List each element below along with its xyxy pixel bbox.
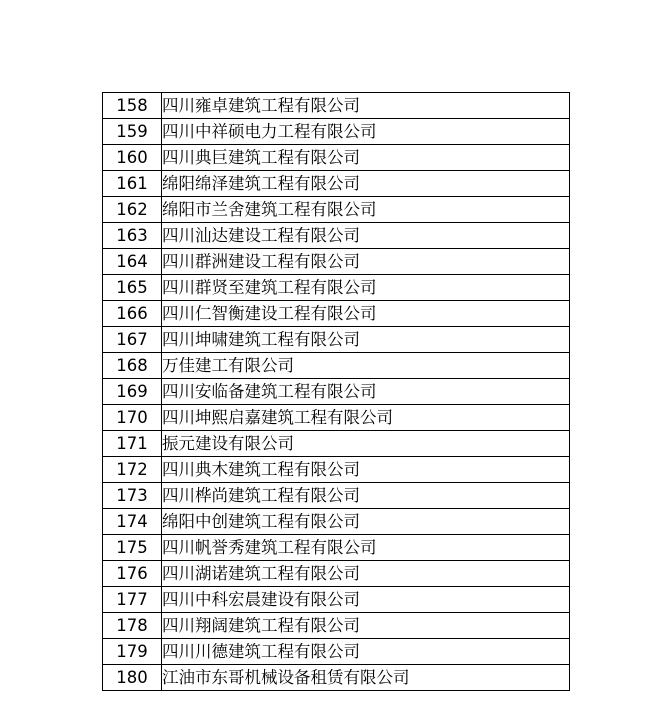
table-row	[103, 535, 570, 561]
company-name-cell: 四川湖诺建筑工程有限公司	[162, 561, 570, 587]
row-number-cell: 172	[103, 457, 162, 483]
table-row	[103, 639, 570, 665]
company-name-cell: 振元建设有限公司	[162, 431, 570, 457]
row-number-cell: 165	[103, 275, 162, 301]
table-row	[103, 587, 570, 613]
company-name-cell: 四川中祥硕电力工程有限公司	[162, 119, 570, 145]
company-name-cell: 四川坤啸建筑工程有限公司	[162, 327, 570, 353]
company-name-cell: 绵阳中创建筑工程有限公司	[162, 509, 570, 535]
row-number-cell: 175	[103, 535, 162, 561]
company-name-cell: 万佳建工有限公司	[162, 353, 570, 379]
company-name-cell: 四川川德建筑工程有限公司	[162, 639, 570, 665]
company-name-cell: 四川中科宏晨建设有限公司	[162, 587, 570, 613]
table-row	[103, 119, 570, 145]
company-name-cell: 四川典木建筑工程有限公司	[162, 457, 570, 483]
company-name-cell: 四川群贤至建筑工程有限公司	[162, 275, 570, 301]
row-number-cell: 168	[103, 353, 162, 379]
company-name-cell: 四川帆誉秀建筑工程有限公司	[162, 535, 570, 561]
company-name-cell: 江油市东哥机械设备租赁有限公司	[162, 665, 570, 691]
table-row	[103, 665, 570, 691]
table-row	[103, 561, 570, 587]
table-row	[103, 223, 570, 249]
table-row	[103, 275, 570, 301]
table-row	[103, 379, 570, 405]
table-row	[103, 197, 570, 223]
row-number-cell: 162	[103, 197, 162, 223]
row-number-cell: 179	[103, 639, 162, 665]
row-number-cell: 167	[103, 327, 162, 353]
table-row	[103, 145, 570, 171]
row-number-cell: 163	[103, 223, 162, 249]
company-name-cell: 四川翔阔建筑工程有限公司	[162, 613, 570, 639]
company-name-cell: 四川汕达建设工程有限公司	[162, 223, 570, 249]
company-name-cell: 四川安临备建筑工程有限公司	[162, 379, 570, 405]
table-row	[103, 457, 570, 483]
row-number-cell: 178	[103, 613, 162, 639]
table-row	[103, 301, 570, 327]
company-list-table	[102, 92, 570, 691]
row-number-cell: 164	[103, 249, 162, 275]
company-name-cell: 四川雍卓建筑工程有限公司	[162, 93, 570, 119]
row-number-cell: 159	[103, 119, 162, 145]
table-body	[103, 93, 570, 691]
row-number-cell: 161	[103, 171, 162, 197]
company-name-cell: 四川群洲建设工程有限公司	[162, 249, 570, 275]
company-name-cell: 四川坤熙启嘉建筑工程有限公司	[162, 405, 570, 431]
row-number-cell: 173	[103, 483, 162, 509]
table-row	[103, 171, 570, 197]
row-number-cell: 180	[103, 665, 162, 691]
row-number-cell: 160	[103, 145, 162, 171]
row-number-cell: 169	[103, 379, 162, 405]
row-number-cell: 177	[103, 587, 162, 613]
table-row	[103, 93, 570, 119]
company-name-cell: 四川仁智衡建设工程有限公司	[162, 301, 570, 327]
row-number-cell: 166	[103, 301, 162, 327]
row-number-cell: 174	[103, 509, 162, 535]
table-row	[103, 431, 570, 457]
company-name-cell: 绵阳绵泽建筑工程有限公司	[162, 171, 570, 197]
row-number-cell: 158	[103, 93, 162, 119]
row-number-cell: 176	[103, 561, 162, 587]
table-row	[103, 353, 570, 379]
row-number-cell: 171	[103, 431, 162, 457]
row-number-cell: 170	[103, 405, 162, 431]
table-row	[103, 405, 570, 431]
company-name-cell: 绵阳市兰舍建筑工程有限公司	[162, 197, 570, 223]
table-row	[103, 249, 570, 275]
company-name-cell: 四川桦尚建筑工程有限公司	[162, 483, 570, 509]
table-row	[103, 483, 570, 509]
table-row	[103, 327, 570, 353]
table-row	[103, 509, 570, 535]
company-name-cell: 四川典巨建筑工程有限公司	[162, 145, 570, 171]
table-row	[103, 613, 570, 639]
